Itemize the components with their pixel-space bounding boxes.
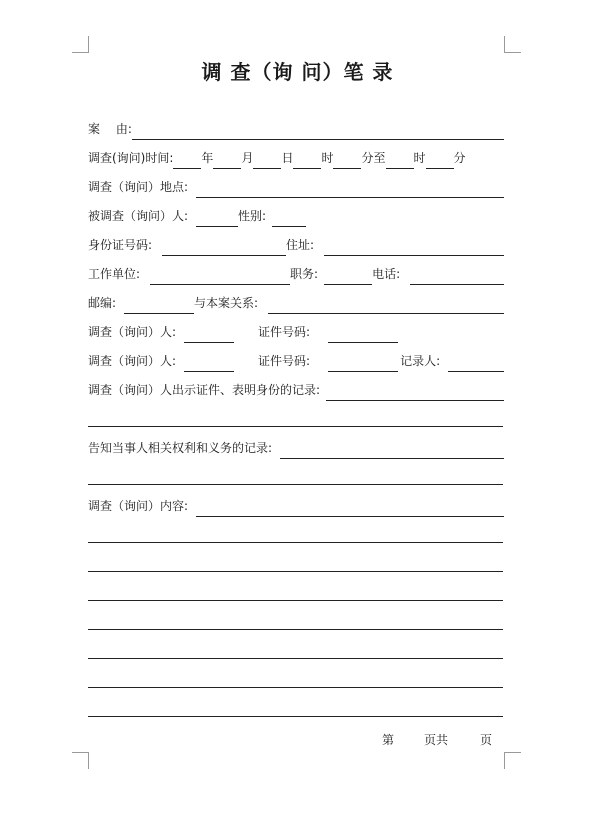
id-number-label: 身份证号码:: [88, 238, 153, 252]
investigator-1-cert-field[interactable]: [328, 328, 398, 343]
id-record-field[interactable]: [326, 386, 504, 401]
gender-field[interactable]: [272, 212, 306, 227]
hour-unit: 时: [321, 151, 334, 165]
minute-to-unit: 分至: [361, 151, 386, 165]
id-record-row: [88, 381, 504, 401]
id-record-line-2[interactable]: [88, 426, 503, 427]
minute-start-field[interactable]: [333, 154, 361, 169]
content-row: [88, 497, 504, 517]
minute-end-field[interactable]: [426, 154, 454, 169]
rights-field[interactable]: [280, 444, 504, 459]
postcode-label: 邮编:: [88, 296, 117, 310]
time-label: 调查(询问)时间:: [88, 151, 174, 165]
document-title: 调 查（询 问）笔 录: [201, 60, 394, 84]
investigator-2-cert-label: 证件号码:: [258, 354, 311, 368]
case-row: [88, 120, 504, 140]
content-field[interactable]: [196, 502, 504, 517]
subject-name-field[interactable]: [196, 212, 238, 227]
content-line-7[interactable]: [88, 687, 503, 688]
position-field[interactable]: [324, 270, 372, 285]
id-number-field[interactable]: [162, 241, 286, 256]
id-record-label: 调查（询问）人出示证件、表明身份的记录:: [88, 383, 321, 397]
content-label: 调查（询问）内容:: [88, 499, 189, 513]
content-line-3[interactable]: [88, 571, 503, 572]
corner-mark-bottom-right: [504, 752, 521, 769]
investigator-1-field[interactable]: [184, 328, 234, 343]
relation-label: 与本案关系:: [194, 296, 259, 310]
investigator-2-label: 调查（询问）人:: [88, 354, 177, 368]
address-label: 住址:: [286, 238, 315, 252]
investigator-row-2: [88, 352, 504, 372]
rights-label: 告知当事人相关权利和义务的记录:: [88, 441, 273, 455]
time-row: [88, 149, 504, 169]
address-field[interactable]: [324, 241, 504, 256]
postcode-field[interactable]: [124, 299, 194, 314]
hour-field[interactable]: [293, 154, 321, 169]
minute-end-unit: 分: [453, 151, 466, 165]
content-line-6[interactable]: [88, 658, 503, 659]
corner-mark-bottom-left: [72, 752, 89, 769]
hour-end-unit: 时: [413, 151, 426, 165]
corner-mark-top-left: [72, 36, 89, 53]
content-line-2[interactable]: [88, 542, 503, 543]
footer-page-suffix: 页: [480, 733, 493, 747]
position-label: 职务:: [290, 267, 319, 281]
recorder-label: 记录人:: [400, 354, 441, 368]
year-unit: 年: [201, 151, 214, 165]
day-field[interactable]: [253, 154, 281, 169]
investigator-2-field[interactable]: [184, 357, 234, 372]
day-unit: 日: [281, 151, 294, 165]
footer-page-prefix: 第: [382, 733, 395, 747]
work-row: [88, 265, 504, 285]
postcode-row: [88, 294, 504, 314]
gender-label: 性别:: [238, 209, 267, 223]
rights-row: [88, 439, 504, 459]
relation-field[interactable]: [268, 299, 504, 314]
month-unit: 月: [241, 151, 254, 165]
phone-label: 电话:: [372, 267, 401, 281]
place-row: [88, 178, 504, 198]
case-label: 案 由:: [88, 122, 132, 136]
id-row: [88, 236, 504, 256]
content-line-8[interactable]: [88, 716, 503, 717]
work-unit-field[interactable]: [150, 270, 290, 285]
subject-row: [88, 207, 504, 227]
investigator-1-cert-label: 证件号码:: [258, 325, 311, 339]
investigator-2-cert-field[interactable]: [328, 357, 398, 372]
investigator-row-1: [88, 323, 504, 343]
phone-field[interactable]: [410, 270, 504, 285]
place-field[interactable]: [196, 183, 504, 198]
place-label: 调查（询问）地点:: [88, 180, 189, 194]
subject-label: 被调查（询问）人:: [88, 209, 189, 223]
corner-mark-top-right: [504, 36, 521, 53]
rights-line-2[interactable]: [88, 484, 503, 485]
month-field[interactable]: [213, 154, 241, 169]
footer-page-total: 页共: [424, 733, 449, 747]
year-field[interactable]: [173, 154, 201, 169]
recorder-field[interactable]: [448, 357, 504, 372]
hour-end-field[interactable]: [386, 154, 414, 169]
investigator-1-label: 调查（询问）人:: [88, 325, 177, 339]
content-line-5[interactable]: [88, 629, 503, 630]
work-unit-label: 工作单位:: [88, 267, 141, 281]
content-line-4[interactable]: [88, 600, 503, 601]
case-field[interactable]: [132, 125, 504, 140]
